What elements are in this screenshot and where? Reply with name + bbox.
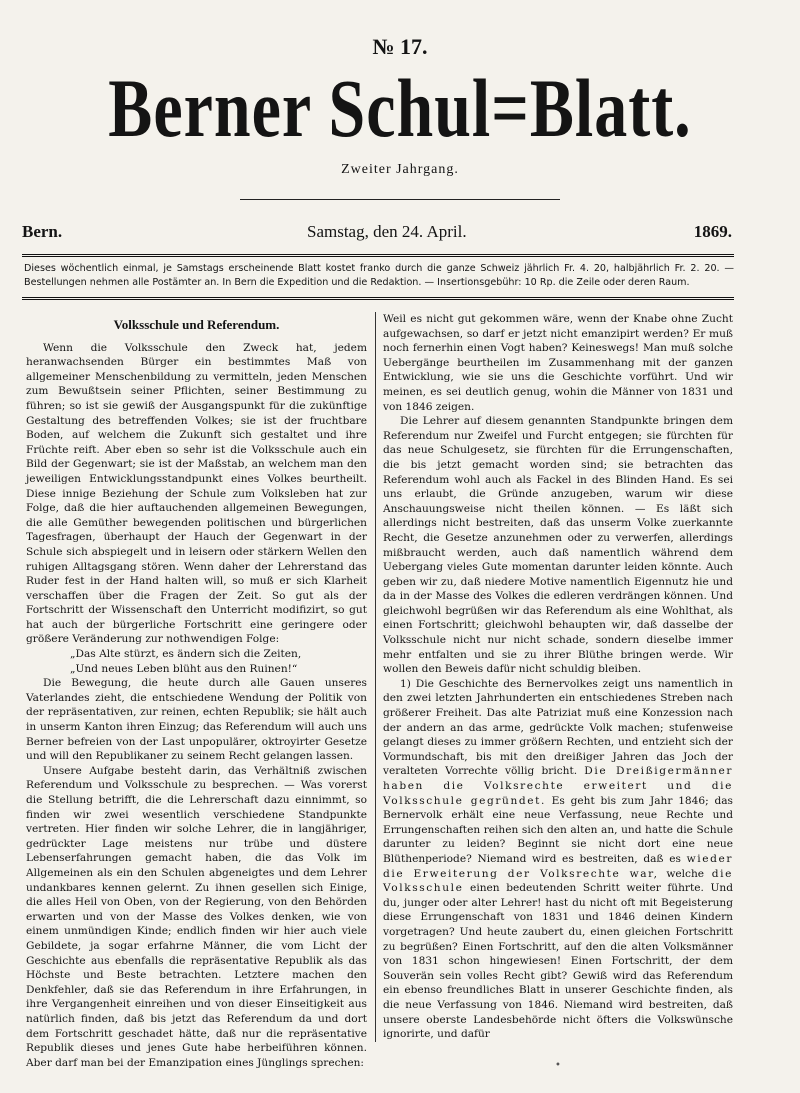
dateline: [22, 222, 732, 244]
emphasis-text: Die Dreißigermänner haben die Volksrechte erweitert und die Volksschule gegründet.: [383, 765, 733, 807]
double-rule-top: [22, 254, 734, 257]
issue-date: Samstag, den 24. April.: [307, 222, 467, 241]
paragraph: Die Lehrer auf diesem genannten Standpunkte bringen dem Referendum nur Zweifel und Furcht entgegen; sie fürchten für das neue Schulgesetz, sie fürchten für die Errungenschaften, die bis jetzt gemacht worden sind; sie betrachten das Referendum wohl auch als Fackel in des Blinden Hand. Es sei uns erlaubt, die Gründe anzugeben, warum wir diese Anschauungsweise nicht theilen können. — Es läßt sich allerdings nicht bestreiten, daß das unserm Volke zuerkannte Recht, die Gesetze anzunehmen oder zu verwerfen, allerdings mißbraucht werden, auch daß namentlich während dem Uebergang vieles Gute momentan darunter leiden könnte. Auch geben wir zu, daß niedere Motive namentlich Eigennutz hie und da in der Masse des Volkes die edleren verdrängen können. Und gleichwohl begrüßen wir das Referendum als eine Wohlthat, als einen Fortschritt; gleichwohl behaupten wir, daß dasselbe der Volksschule nicht nur nicht schade, sondern dieselbe immer mehr entfalten und sie zu ihrer Blüthe bringen werde. Wir wollen den Beweis dafür nicht schuldig bleiben.: [383, 415, 733, 676]
paragraph: Wenn die Volksschule den Zweck hat, jedem heranwachsenden Bürger ein bestimmtes Maß von allgemeiner Menschenbildung zu vermitteln, jeden Menschen zum Bewußtsein seiner Pflichten, seiner Bestimmung zu führen; so ist sie gewiß der Ausgangspunkt für die zukünftige Gestaltung des betreffenden Volkes; sie ist der fruchtbare Boden, auf welchem die Zukunft sich gestaltet und ihre Früchte reift. Aber eben so sehr ist die Volksschule auch ein Bild der Gegenwart; sie ist der Maßstab, an welchem man den jeweiligen Entwicklungsstandpunkt eines Volkes beurtheilt. Diese innige Beziehung der Schule zum Volksleben hat zur Folge, daß die hier auftauchenden allgemeinen Bewegungen, die alle Gemüther bewegenden politischen und bürgerlichen Tagesfragen, überhaupt der Hauch der Gegenwart in der Schule sich abspiegelt und in leisern oder stärkern Wellen den ruhigen Alltagsgang stören. Wenn daher der Lehrerstand das Ruder fest in der Hand halten will, so muß er sich Klarheit verschaffen über die Fragen der Zeit. So gut als der Fortschritt der Wissenschaft den Unterricht modifizirt, so gut hat auch der bürgerliche Fortschritt eine geringere oder größere Veränderung zur nothwendigen Folge:: [26, 341, 367, 646]
emphasis-text: die Volksschule: [383, 867, 733, 895]
ink-mark: •: [555, 1060, 561, 1071]
volume-subtitle: Zweiter Jahrgang.: [341, 162, 459, 177]
paragraph: Unsere Aufgabe besteht darin, das Verhältniß zwischen Referendum und Volksschule zu besprechen. — Was vorerst die Stellung betrifft, die die Lehrerschaft dazu einnimmt, so finden wir zwei wesentlich verschiedene Standpunkte vertreten. Hier finden wir solche Lehrer, die in langjähriger, gedrückter Lage meistens nur trübe und düstere Lebenserfahrungen gemacht haben, die das Volk im Allgemeinen als ein den Schulen abgeneigtes und dem Lehrer undankbares kennen gelernt. Zu ihnen gesellen sich Einige, die alles Heil von Oben, von der Regierung, von den Behörden erwarten und von der Masse des Volkes denken, wie von einem unmündigen Kinde; endlich finden wir hier auch viele Gebildete, ja sogar erfahrne Männer, die vom Licht der Geschichte aus ebenfalls die repräsentative Republik als das Höchste und Beste betrachten. Letztere machen den Denkfehler, daß sie das Referendum in ihre Erfahrungen, in ihre Vergangenheit einreihen und von dieser Einseitigkeit aus natürlich finden, daß bis jetzt das Referendum da und dort dem Fortschritt geschadet hätte, daß nur die repräsentative Republik dieses und jenes Gute habe herbeiführen können. Aber darf man bei der Emanzipation eines Jünglings sprechen:: [26, 764, 367, 1069]
paragraph: [383, 677, 733, 1042]
column-right: [383, 312, 733, 1042]
paragraph-text: 1) Die Geschichte des Bernervolkes zeigt uns namentlich in den zwei letzten Jahrhunderten ein entschiedenes Streben nach größerer Freiheit. Das alte Patriziat muß eine Konzession nach der andern an das arme, gedrückte Volk machen; stufenweise gelangt dieses zu immer größern Rechten, und entzieht sich der Vormundschaft, bis mit den dreißiger Jahren das Joch der veralteten Vorrechte völlig bricht.: [383, 677, 733, 778]
issue-year: 1869.: [693, 222, 732, 241]
paragraph: Weil es nicht gut gekommen wäre, wenn der Knabe ohne Zucht aufgewachsen, so darf er jetzt nicht emanzipirt werden? Er muß noch fernerhin einen Vogt haben? Keineswegs! Man muß solche Uebergänge beurtheilen im Zusammenhang mit der ganzen Entwicklung, wie sie uns die Geschichte vorführt. Und wir meinen, es sei deutlich genug, wohin die Männer von 1831 und von 1846 zeigen.: [383, 313, 733, 413]
newspaper-title: Berner Schul=Blatt.: [108, 63, 692, 155]
column-divider: [375, 312, 376, 1042]
emphasis-text: wieder die Erweiterung der Volksrechte war,: [383, 852, 733, 880]
double-rule-bottom: [22, 297, 734, 300]
quote-line: „Und neues Leben blüht aus den Ruinen!“: [70, 662, 298, 675]
subscription-notice: Dieses wöchentlich einmal, je Samstags erscheinende Blatt kostet franko durch die ganze Schweiz jährlich Fr. 4. 20, halbjährlich Fr. 2. 20. — Bestellungen nehmen alle Postämter an. In Bern die Expedition und die Redaktion. — Insertionsgebühr: 10 Rp. die Zeile oder deren Raum.: [24, 263, 734, 288]
paragraph-text: Es geht bis zum Jahr 1846; das Bernervolk erhält eine neue Verfassung, neue Rechte und Errungenschaften reihen sich den alten an, und hatte die Schule darunter zu leiden? Beginnt sie nicht dort eine neue Blüthenperiode? Niemand wird es bestreiten, daß es: [383, 794, 733, 865]
paragraph-text: welche: [666, 867, 705, 880]
paragraph: Die Bewegung, die heute durch alle Gauen unseres Vaterlandes zieht, die entschiedene Wendung der Politik von der repräsentativen, zur reinen, echten Republik; sie hält auch in unserm Kanton ihren Einzug; das Referendum will auch uns Berner befreien von der Last unpopulärer, oktroyirter Gesetze und will den Republikaner zu seinem Recht gelangen lassen.: [26, 677, 367, 763]
paragraph-text: einen bedeutenden Schritt weiter führte. Und du, junger oder alter Lehrer! hast du nicht oft mit Begeisterung diese Errungenschaft von 1831 und 1846 deinen Kindern vorgetragen? Und heute zaubert du, einen gleichen Fortschritt zu begrüßen? Einen Fortschritt, auf den die alten Volksmänner von 1831 schon hingewiesen! Einen Fortschritt, der dem Souverän sein volles Recht gibt? Gewiß wird das Referendum ein ebenso freundliches Blatt in unserer Geschichte finden, als die neue Verfassung von 1846. Niemand wird bestreiten, daß unsere oberste Landesbehörde nicht öfters die Volkswünsche ignorirte, und dafür: [383, 882, 733, 1041]
quote-line: „Das Alte stürzt, es ändern sich die Zeiten,: [70, 648, 302, 661]
issue-number: № 17.: [372, 34, 428, 59]
divider: [240, 199, 560, 200]
column-left: [26, 312, 367, 1070]
article-heading: Volksschule und Referendum.: [113, 317, 280, 332]
place: Bern.: [22, 222, 63, 241]
